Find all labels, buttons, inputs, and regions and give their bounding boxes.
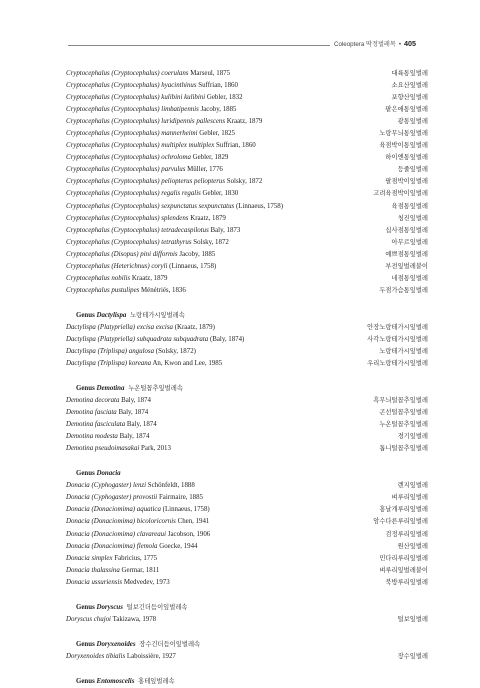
species-entry (66, 504, 428, 516)
species-name: Demotina pseudoimasakai (66, 445, 140, 453)
genus-heading-doryscus: Genus Doryscus 털보긴더듬이잎벌레속 (76, 603, 188, 611)
species-entry (66, 492, 428, 504)
species-name: Demotina fasciata (66, 409, 117, 417)
korean-name: 청진잎벌레 (397, 214, 428, 222)
species-entry (66, 358, 428, 370)
korean-name: 벼루리잎벌레붙이 (379, 566, 428, 574)
genus-heading-entomoscelis: Genus Entomoscelis 홍테잎벌레속 (76, 677, 175, 685)
species-author: Suffrian, 1860 (198, 82, 238, 90)
species-name: Cryptocephalus (Cryptocephalus) multiplex multiplex (66, 142, 215, 150)
species-name: Cryptocephalus (Heterichnus) coryli (66, 262, 168, 270)
header-text (334, 39, 416, 48)
species-entry (66, 68, 428, 80)
species-author: Park, 2013 (141, 445, 171, 453)
species-name: Dactylispa (Triplispa) koreana (66, 360, 152, 368)
section-gap (66, 370, 428, 382)
korean-name: 렌지잎벌레 (397, 482, 428, 490)
species-entry (66, 516, 428, 528)
korean-name: 북방루리잎벌레 (385, 578, 428, 586)
species-author: Baly, 1874 (118, 409, 149, 417)
species-name: Cryptocephalus (Cryptocephalus) regalis regalis (66, 190, 201, 198)
korean-name: 네점통잎벌레 (391, 274, 428, 282)
demotina-group (66, 395, 428, 455)
korean-name: 십사점통잎벌레 (385, 226, 428, 234)
species-author: Germar, 1811 (121, 566, 160, 574)
species-name: Demotina decorata (66, 397, 120, 405)
species-author: Chen, 1941 (177, 518, 210, 526)
species-name: Cryptocephalus (Cryptocephalus) peliopterus peliopterus (66, 178, 226, 186)
species-author: Jacoby, 1885 (179, 250, 216, 258)
header-bullet: • (398, 41, 402, 48)
species-name: Demotina fasciculata (66, 421, 126, 429)
section-gap (66, 297, 428, 309)
species-entry (66, 577, 428, 589)
species-entry (66, 213, 428, 225)
species-name: Cryptocephalus (Cryptocephalus) ochroloma (66, 154, 191, 162)
species-name: Cryptocephalus pustulipes (66, 286, 140, 294)
species-entry (66, 334, 428, 346)
species-name: Donacia thalassina (66, 566, 120, 574)
species-entry (66, 80, 428, 92)
header-rule (68, 45, 330, 46)
species-name: Donacia (Donaciomima) aquatica (66, 506, 161, 514)
species-author: Gebler, 1832 (206, 94, 243, 102)
species-entry (66, 407, 428, 419)
section-gap (66, 589, 428, 601)
korean-name: 포향산잎벌레 (391, 94, 428, 102)
korean-name: 벼루리잎벌레 (391, 494, 428, 502)
korean-name: 팥은애통잎벌레 (385, 106, 428, 114)
species-author: Schönfeldt, 1888 (147, 482, 195, 490)
running-title: Coleoptera 딱정벌레목 (334, 41, 396, 48)
species-name: Doryxenoides tibialis (66, 652, 126, 660)
korean-name: 장수잎벌레 (397, 652, 428, 660)
species-name: Cryptocephalus nobilis (66, 274, 131, 282)
species-entry (66, 128, 428, 140)
species-list (66, 68, 428, 688)
genus-heading-dactylispa: Genus Dactylispa 노랑테가시잎벌레속 (76, 311, 185, 319)
species-name: Donacia (Donaciomima) clavareaui (66, 530, 167, 538)
species-entry (66, 529, 428, 541)
korean-name: 두점가슴통잎벌레 (379, 286, 428, 294)
species-name: Demotina modesta (66, 433, 118, 441)
species-entry (66, 104, 428, 116)
korean-name: 광통잎벌레 (397, 118, 428, 126)
korean-name: 곤선털꼽추잎벌레 (379, 409, 428, 417)
korean-name: 경기잎벌레 (397, 433, 428, 441)
species-entry (66, 285, 428, 297)
species-name: Donacia (Donaciomima) flemola (66, 542, 158, 550)
species-author: (Linnaeus, 1758) (235, 202, 284, 210)
korean-name: 흑무늬털꼽추잎벌레 (373, 397, 428, 405)
dactylispa-group (66, 322, 428, 370)
species-name: Cryptocephalus (Cryptocephalus) luridipennis pallescens (66, 118, 226, 126)
genus-heading-demotina: Genus Demotina 누온털꼽추잎벌레속 (76, 385, 183, 393)
doryscus-group (66, 614, 428, 626)
species-author: Takizawa, 1978 (112, 615, 157, 623)
species-name: Doryscus chujoi (66, 615, 111, 623)
species-name: Cryptocephalus (Cryptocephalus) tetradecaspilotus (66, 226, 209, 234)
korean-name: 등줄잎벌레 (397, 166, 428, 174)
species-entry (66, 273, 428, 285)
section-gap (66, 626, 428, 638)
korean-name: 안장노랑테가시잎벌레 (367, 323, 428, 331)
species-name: Dactylispa (Platypriella) excisa excisa (66, 323, 173, 331)
species-entry (66, 431, 428, 443)
species-author: Kraatz, 1879 (226, 118, 263, 126)
species-author: Baly, 1873 (210, 226, 241, 234)
species-author: Gebler, 1825 (199, 130, 235, 138)
korean-name: 홍날개루리잎벌레 (379, 506, 428, 514)
genus-heading-doryxenoides: Genus Doryxenoides 장수긴더듬이잎벌레속 (76, 640, 201, 648)
korean-name: 노랑테가시잎벌레 (379, 347, 428, 355)
species-author: Goecke, 1944 (159, 542, 198, 550)
page-number: 405 (404, 39, 417, 48)
species-author: Baly, 1874 (126, 421, 157, 429)
korean-name: 고려육점박이잎벌레 (373, 190, 428, 198)
species-author: Baly, 1874 (121, 397, 151, 405)
species-entry (66, 237, 428, 249)
species-entry (66, 395, 428, 407)
species-entry (66, 188, 428, 200)
species-author: Ménétriés, 1836 (141, 286, 186, 294)
species-author: Gebler, 1830 (202, 190, 239, 198)
section-gap (66, 455, 428, 467)
species-entry (66, 152, 428, 164)
korean-name: 우리노랑테가시잎벌레 (367, 360, 428, 368)
species-author: Kraatz, 1879 (190, 214, 226, 222)
korean-name: 누온털꼽추잎벌레 (379, 421, 428, 429)
species-name: Cryptocephalus (Cryptocephalus) tetrathyrus (66, 238, 192, 246)
species-name: Cryptocephalus (Disopus) pini difformis (66, 250, 178, 258)
species-name: Cryptocephalus (Cryptocephalus) parvulus (66, 166, 186, 174)
species-entry (66, 419, 428, 431)
species-author: Fabricius, 1775 (114, 554, 158, 562)
korean-name: 하이엔통잎벌레 (385, 154, 428, 162)
korean-name: 아무르잎벌레 (391, 238, 428, 246)
species-author: (Baly, 1874) (209, 335, 245, 343)
species-name: Cryptocephalus (Cryptocephalus) kulibini kulibini (66, 94, 206, 102)
species-entry (66, 164, 428, 176)
species-author: (Kraatz, 1879) (174, 323, 215, 331)
species-author: (Linnaeus, 1758) (162, 506, 210, 514)
species-author: An, Kwon and Lee, 1985 (152, 360, 223, 368)
cryptocephalus-group (66, 68, 428, 297)
species-author: Jacoby, 1885 (200, 106, 237, 114)
korean-name: 육점통잎벌레 (391, 202, 428, 210)
species-name: Cryptocephalus (Cryptocephalus) limbatipennis (66, 106, 199, 114)
species-entry (66, 176, 428, 188)
species-entry (66, 201, 428, 213)
korean-name: 사각노랑테가시잎벌레 (367, 335, 428, 343)
species-author: Kraatz, 1879 (131, 274, 168, 282)
korean-name: 노랑무늬통잎벌레 (379, 130, 428, 138)
species-entry (66, 92, 428, 104)
species-author: (Linnaeus, 1758) (169, 262, 217, 270)
korean-name: 팔점박이잎벌레 (385, 178, 428, 186)
species-name: Cryptocephalus (Cryptocephalus) coerulans (66, 70, 189, 77)
species-entry (66, 480, 428, 492)
korean-name: 털보잎벌레 (397, 615, 428, 623)
species-name: Dactylispa (Platypriella) subquadrata subquadrata (66, 335, 209, 343)
species-entry (66, 261, 428, 273)
species-author: Medvedev, 1973 (123, 578, 170, 586)
species-author: Fairmaire, 1885 (158, 494, 203, 502)
species-author: Suffrian, 1860 (216, 142, 256, 150)
doryxenoides-group (66, 651, 428, 663)
species-name: Cryptocephalus (Cryptocephalus) sexpunctatus sexpunctatus (66, 202, 235, 210)
species-name: Cryptocephalus (Cryptocephalus) hyacinthinus (66, 82, 197, 90)
running-header (0, 0, 480, 60)
species-entry (66, 346, 428, 358)
species-entry (66, 541, 428, 553)
korean-name: 암수다른루리잎벌레 (373, 518, 428, 526)
species-name: Donacia simplex (66, 554, 113, 562)
species-name: Donacia (Donaciomima) bicoloricornis (66, 518, 176, 526)
species-name: Dactylispa (Triplispa) angulosa (66, 347, 155, 355)
species-author: Gebler, 1829 (192, 154, 229, 162)
species-entry (66, 249, 428, 261)
species-entry (66, 116, 428, 128)
species-author: Solsky, 1872 (193, 238, 229, 246)
species-entry (66, 553, 428, 565)
species-author: Jacobson, 1906 (167, 530, 211, 538)
species-author: Müller, 1776 (187, 166, 223, 174)
species-entry (66, 614, 428, 626)
species-name: Cryptocephalus (Cryptocephalus) splendens (66, 214, 189, 222)
genus-heading-donacia: Genus Donacia (76, 470, 121, 478)
species-author: Baly, 1874 (119, 433, 150, 441)
species-author: (Solsky, 1872) (155, 347, 196, 355)
species-author: Laboissière, 1927 (126, 652, 176, 660)
korean-name: 민다리루리잎벌레 (379, 554, 428, 562)
species-entry (66, 140, 428, 152)
species-name: Donacia ussuriensis (66, 578, 123, 586)
species-entry (66, 225, 428, 237)
korean-name: 톱니털꼽추잎벌레 (379, 445, 428, 453)
species-author: Solsky, 1872 (226, 178, 263, 186)
korean-name: 대륙통잎벌레 (391, 70, 428, 77)
species-entry (66, 565, 428, 577)
species-name: Cryptocephalus (Cryptocephalus) mannerheimi (66, 130, 198, 138)
korean-name: 소요산잎벌레 (391, 82, 428, 90)
species-author: Marseul, 1875 (190, 70, 231, 77)
korean-name: 예쁘점통잎벌레 (385, 250, 428, 258)
species-entry (66, 651, 428, 663)
donacia-group (66, 480, 428, 588)
species-name: Donacia (Cyphogaster) provostii (66, 494, 158, 502)
korean-name: 원산잎벌레 (397, 542, 428, 550)
korean-name: 육점박이통잎벌레 (379, 142, 428, 150)
species-entry (66, 322, 428, 334)
species-name: Donacia (Cyphogaster) lenzi (66, 482, 146, 490)
korean-name: 부전잎벌레붙이 (385, 262, 428, 270)
section-gap (66, 663, 428, 675)
korean-name: 검정루리잎벌레 (385, 530, 428, 538)
species-entry (66, 443, 428, 455)
